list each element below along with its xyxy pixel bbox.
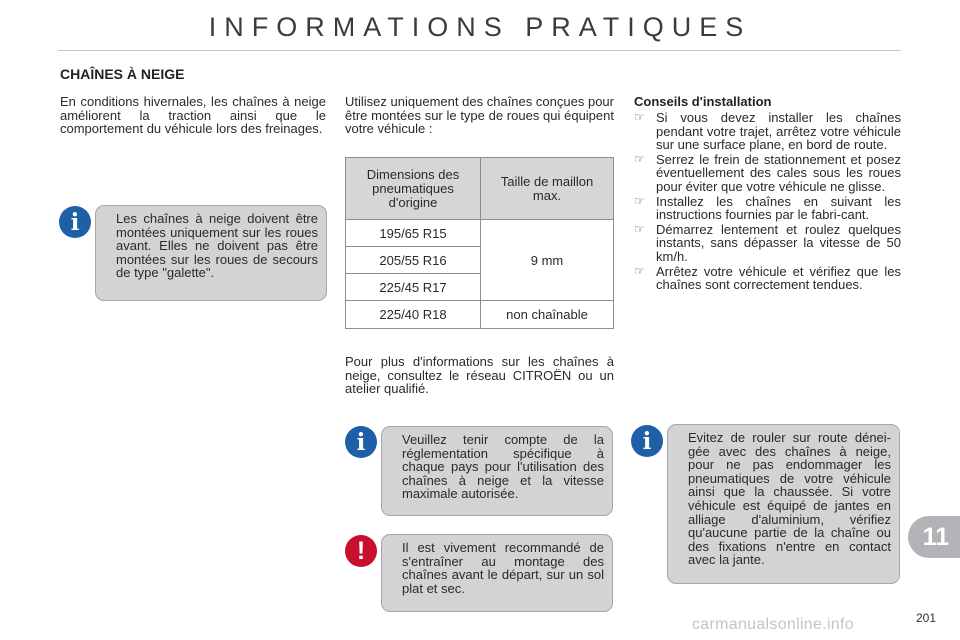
header-divider	[58, 50, 901, 51]
list-item: ☞ Arrêtez votre véhicule et vérifiez que les chaînes sont correctement tendues.	[634, 263, 901, 293]
note-regulation-text: Veuillez tenir compte de la réglementation spécifique à chaque pays pour l'utilisation des chaînes à neige et la vitesse maximale autorisée.	[402, 432, 604, 502]
table-row	[346, 220, 614, 247]
table-header-row	[346, 158, 614, 220]
link-size-cell: 9 mm	[481, 220, 614, 301]
note-front-wheels	[95, 205, 327, 301]
tyre-size-cell: 195/65 R15	[346, 220, 481, 247]
tyre-size-cell: 205/55 R16	[346, 247, 481, 274]
info-icon: i	[345, 426, 377, 458]
warning-training-text: Il est vivement recommandé de s'entraîner au montage des chaînes avant le départ, sur un sol plat et sec.	[402, 540, 604, 596]
pointing-hand-icon: ☞	[634, 110, 645, 124]
pointing-hand-icon: ☞	[634, 151, 645, 166]
note-alloy-wheels-text: Evitez de rouler sur route dénei-gée avec des chaînes à neige, pour ne pas endommager les pneumatiques de votre véhicule ainsi que la chaussée. Si votre véhicule est équipé de jantes en alliage d'aluminium, vérifiez qu'aucune partie de la chaîne ou des fixations n'entre en contact avec la jante.	[688, 430, 891, 568]
list-item: ☞ Si vous devez installer les chaînes pendant votre trajet, arrêtez votre véhicule sur une surface plane, en bord de route.	[634, 110, 901, 153]
pointing-hand-icon: ☞	[634, 263, 645, 278]
table-row	[346, 301, 614, 329]
note-regulation	[381, 426, 613, 516]
warning-training	[381, 534, 613, 612]
watermark: carmanualsonline.info	[692, 616, 854, 633]
exclamation-icon: !	[345, 535, 377, 567]
installation-tips-list	[634, 111, 901, 293]
info-icon: i	[631, 425, 663, 457]
tyre-size-cell: 225/45 R17	[346, 274, 481, 301]
table-header-tyre-size: Dimensions des pneumatiques d'origine	[346, 158, 481, 220]
tyre-size-cell: 225/40 R18	[346, 301, 481, 329]
note-front-wheels-text: Les chaînes à neige doivent être montées uniquement sur les roues avant. Elles ne doivent pas être montées sur les roues de secours de type "galette".	[116, 211, 318, 281]
pointing-hand-icon: ☞	[634, 193, 645, 208]
intro-paragraph: En conditions hivernales, les chaînes à neige améliorent la traction ainsi que le comportement du véhicule lors des freinages.	[60, 94, 326, 137]
list-item: ☞ Installez les chaînes en suivant les instructions fournies par le fabri-cant.	[634, 193, 901, 223]
chain-size-table	[345, 157, 614, 329]
pointing-hand-icon: ☞	[634, 221, 645, 236]
table-header-link-size: Taille de maillon max.	[481, 158, 614, 220]
page-number: 201	[916, 611, 937, 625]
info-icon: i	[59, 206, 91, 238]
section-title: CHAÎNES À NEIGE	[60, 66, 185, 82]
page-header-title: INFORMATIONS PRATIQUES	[208, 12, 752, 42]
list-item: ☞ Serrez le frein de stationnement et posez éventuellement des cales sous les roues pour éviter que votre véhicule ne glisse.	[634, 151, 901, 194]
usage-paragraph: Utilisez uniquement des chaînes conçues pour être montées sur le type de roues qui équipent votre véhicule :	[345, 94, 614, 137]
installation-title: Conseils d'installation	[634, 94, 772, 109]
link-size-cell: non chaînable	[481, 301, 614, 329]
chapter-tab: 11	[908, 516, 960, 558]
more-info-paragraph: Pour plus d'informations sur les chaînes à neige, consultez le réseau CITROËN ou un atelier qualifié.	[345, 354, 614, 397]
note-alloy-wheels	[667, 424, 900, 584]
list-item: ☞ Démarrez lentement et roulez quelques instants, sans dépasser la vitesse de 50 km/h.	[634, 221, 901, 264]
